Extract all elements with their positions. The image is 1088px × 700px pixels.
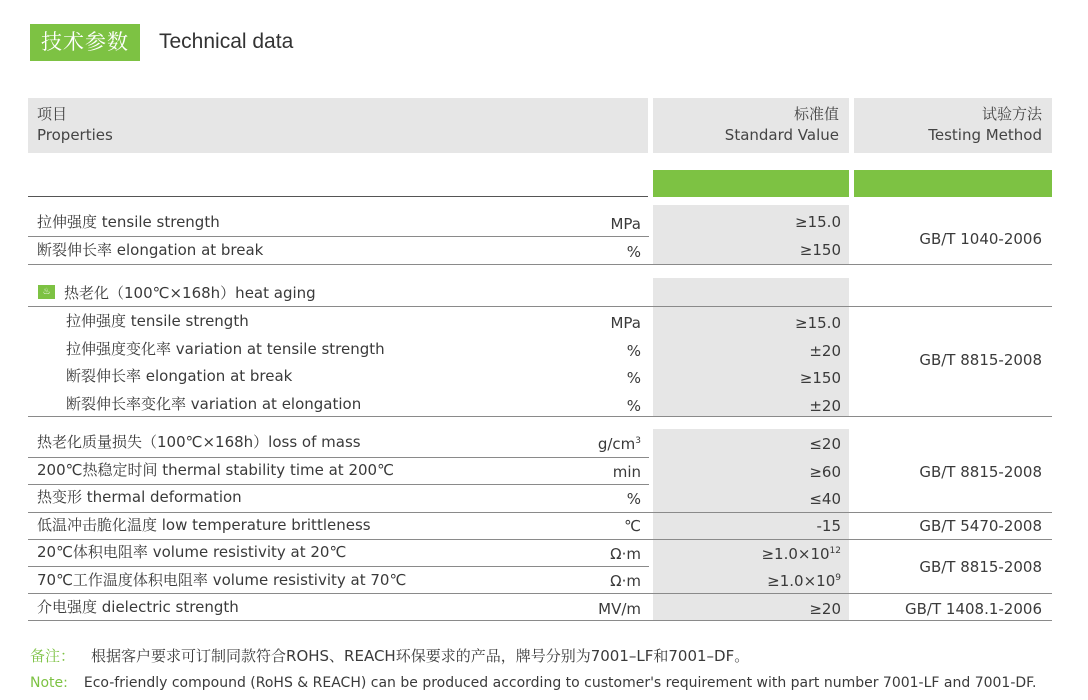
row-name: 断裂伸长率 elongation at break <box>37 241 264 259</box>
row-name: 断裂伸长率 elongation at break <box>66 367 293 385</box>
header-properties-cn: 项目 <box>37 105 68 123</box>
row-unit: MV/m <box>598 600 641 618</box>
row-divider <box>28 512 1052 513</box>
testing-method: GB/T 8815-2008 <box>919 463 1042 481</box>
heat-aging-icon: ♨ <box>38 285 55 299</box>
header-properties <box>28 98 648 153</box>
row-value-resistivity-70: $\ge 1.0\times 10^9$ <box>767 572 841 590</box>
row-value: ≤20 <box>809 435 841 453</box>
row-value: ≥15.0 <box>795 213 841 231</box>
green-bar-standard <box>653 170 849 197</box>
note-cn-text: 根据客户要求可订制同款符合ROHS、REACH环保要求的产品，牌号分别为7001–LF和7001–DF。 <box>91 647 750 665</box>
row-name: 20℃体积电阻率 volume resistivity at 20℃ <box>37 543 347 561</box>
header-standard-value <box>653 98 849 153</box>
testing-method: GB/T 1408.1-2006 <box>905 600 1042 618</box>
row-name: 拉伸强度 tensile strength <box>66 312 249 330</box>
row-value: ≥20 <box>809 600 841 618</box>
row-name-group: 热老化（100℃×168h）heat aging <box>64 284 316 302</box>
row-unit: % <box>626 369 641 387</box>
row-unit: % <box>626 342 641 360</box>
row-value: -15 <box>816 517 841 535</box>
note-cn <box>30 645 749 666</box>
row-divider <box>28 457 649 458</box>
header-testing-method-en: Testing Method <box>928 126 1042 144</box>
row-name: 热老化质量损失（100℃×168h）loss of mass <box>37 433 361 451</box>
row-divider <box>28 264 1052 265</box>
testing-method: GB/T 5470-2008 <box>919 517 1042 535</box>
note-en-label: Note: <box>30 675 68 691</box>
row-unit: ℃ <box>624 517 641 535</box>
row-divider <box>28 236 649 237</box>
note-en <box>30 675 1036 691</box>
header-properties-en: Properties <box>37 126 113 144</box>
row-divider <box>28 306 1052 307</box>
row-unit-mass: $g/cm^3$ <box>597 435 641 453</box>
row-value: ±20 <box>809 397 841 415</box>
row-value: ±20 <box>809 342 841 360</box>
row-divider <box>28 566 649 567</box>
row-name: 拉伸强度变化率 variation at tensile strength <box>66 340 385 358</box>
table-top-rule <box>28 196 648 197</box>
row-value: ≥60 <box>809 463 841 481</box>
green-bar-method <box>854 170 1052 197</box>
row-name: 介电强度 dielectric strength <box>37 598 239 616</box>
row-unit: min <box>612 463 641 481</box>
row-divider <box>28 539 1052 540</box>
testing-method: GB/T 8815-2008 <box>919 558 1042 576</box>
row-unit: MPa <box>610 215 641 233</box>
row-unit: MPa <box>610 314 641 332</box>
header-testing-method <box>854 98 1052 153</box>
note-cn-label: 备注： <box>30 647 76 665</box>
row-unit: % <box>626 397 641 415</box>
row-divider <box>28 593 1052 594</box>
row-unit: % <box>626 243 641 261</box>
row-value-resistivity-20: $\ge 1.0\times 10^{12}$ <box>761 545 841 563</box>
testing-method: GB/T 1040-2006 <box>919 230 1042 248</box>
row-name: 低温冲击脆化温度 low temperature brittleness <box>37 516 371 534</box>
row-value: ≥15.0 <box>795 314 841 332</box>
row-value: ≤40 <box>809 490 841 508</box>
row-divider <box>28 620 1052 621</box>
section-title-en: Technical data <box>159 30 294 53</box>
row-name: 拉伸强度 tensile strength <box>37 213 220 231</box>
row-name: 200℃热稳定时间 thermal stability time at 200℃ <box>37 461 394 479</box>
row-name: 断裂伸长率变化率 variation at elongation <box>66 395 362 413</box>
row-name: 70℃工作温度体积电阻率 volume resistivity at 70℃ <box>37 571 407 589</box>
row-name: 热变形 thermal deformation <box>37 488 242 506</box>
row-value: ≥150 <box>799 241 841 259</box>
row-unit: Ω·m <box>610 545 641 563</box>
row-divider <box>28 416 1052 417</box>
note-en-text: Eco-friendly compound (RoHS & REACH) can be produced according to customer's requirement with part number 7001-LF and 7001-DF. <box>83 675 1037 691</box>
row-value: ≥150 <box>799 369 841 387</box>
testing-method: GB/T 8815-2008 <box>919 351 1042 369</box>
row-divider <box>28 484 649 485</box>
header-testing-method-cn: 试验方法 <box>981 105 1042 123</box>
section-title-cn: 技术参数 <box>30 24 140 61</box>
row-unit: % <box>626 490 641 508</box>
header-standard-value-cn: 标准值 <box>793 105 839 123</box>
header-standard-value-en: Standard Value <box>724 126 839 144</box>
row-unit: Ω·m <box>610 572 641 590</box>
